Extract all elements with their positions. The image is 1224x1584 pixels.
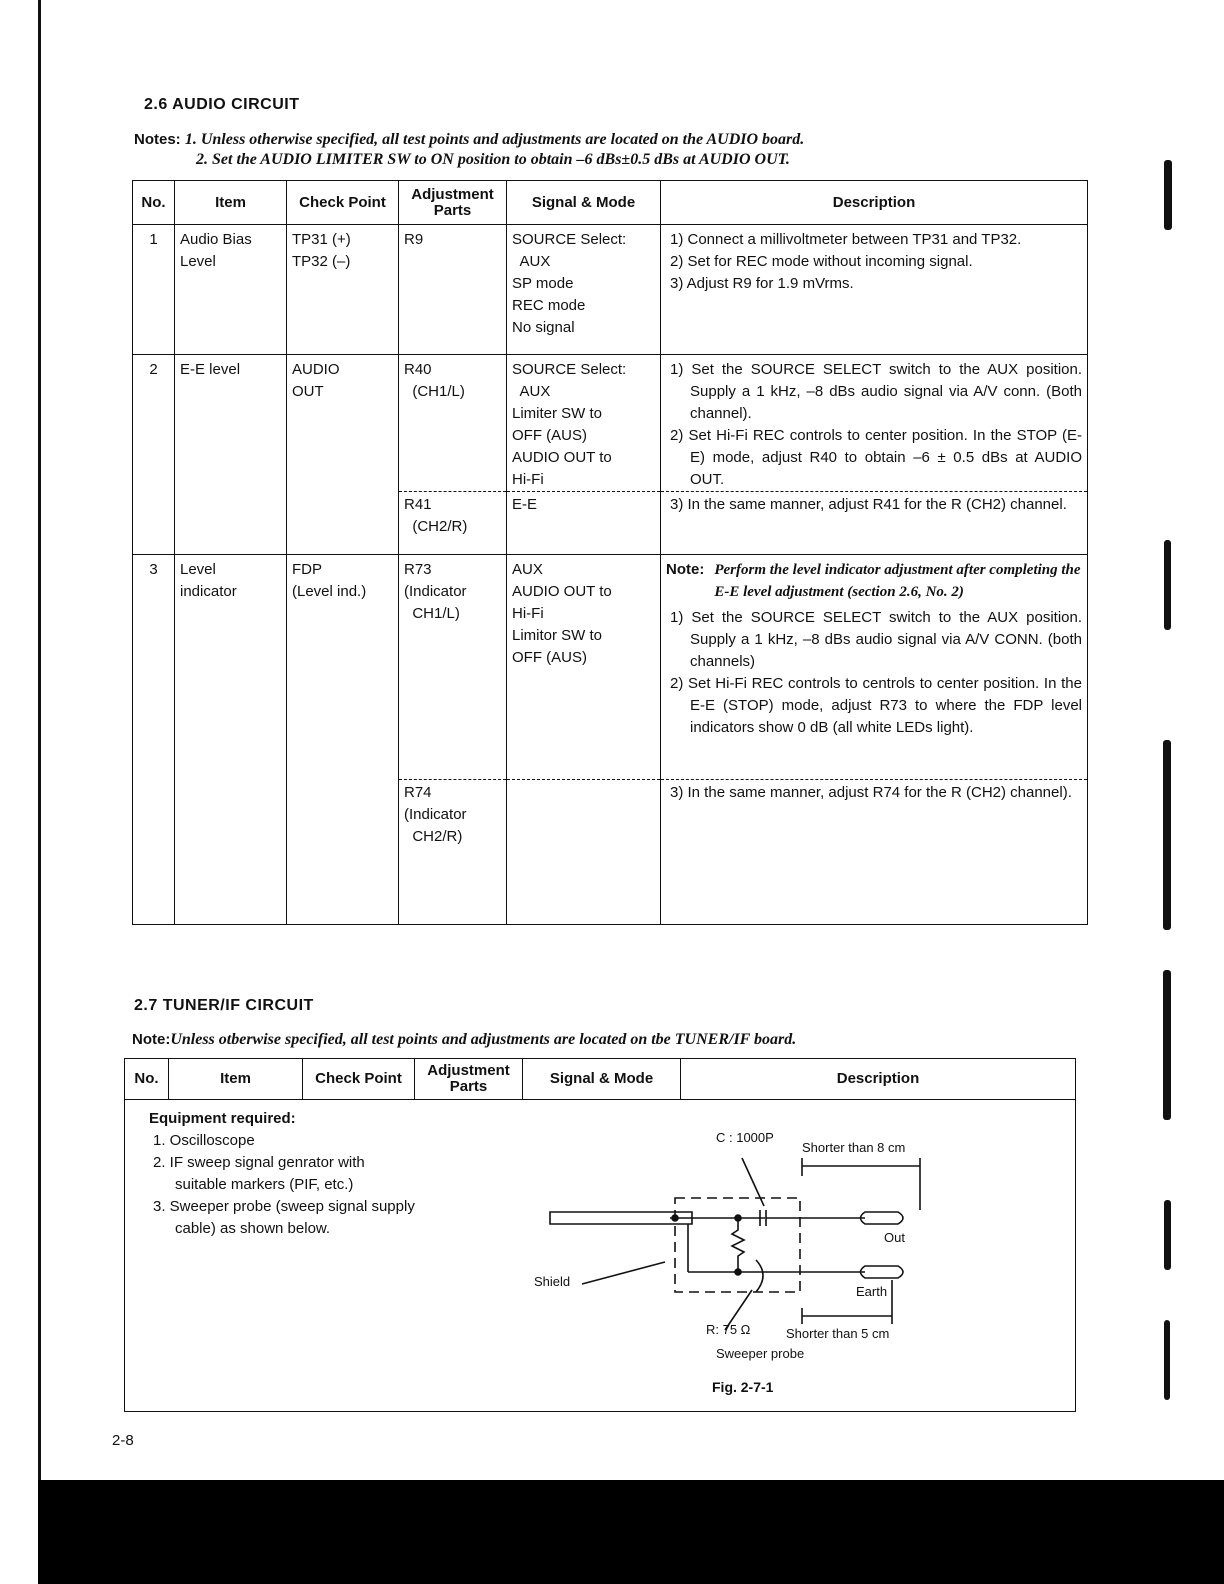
signal-part-2: E-E xyxy=(507,491,660,516)
resistor xyxy=(732,1218,744,1272)
table-row xyxy=(133,555,1088,925)
adj-part-1: R73 (Indicator CH1/L) xyxy=(404,561,467,622)
adj-part-1: R40 (CH1/L) xyxy=(404,361,465,400)
note-text: Unless otberwise specified, all test points and adjustments are located on tbe TUNER/IF board. xyxy=(170,1031,797,1048)
header-description: Description xyxy=(661,181,1088,225)
signal-part-1: AUX AUDIO OUT to Hi-Fi Limitor SW to OFF (AUS) xyxy=(512,561,612,666)
header-adjustment-parts: Adjustment Parts xyxy=(399,181,507,225)
length-top-label: Shorter than 8 cm xyxy=(802,1140,906,1155)
row-description xyxy=(661,555,1088,925)
desc-line: 1) Set the SOURCE SELECT switch to the AUX position. Supply a 1 kHz, –8 dBs audio signal via A/V CONN. (both channels) xyxy=(670,609,1082,670)
shield-pointer xyxy=(582,1262,665,1284)
header-item: Item xyxy=(169,1059,303,1100)
audio-section-title: 2.6 AUDIO CIRCUIT xyxy=(144,96,300,113)
header-adjustment-parts: Adjustment Parts xyxy=(415,1059,523,1100)
scan-bottom-band xyxy=(38,1480,1224,1584)
row-adjustment: R9 xyxy=(399,225,507,355)
shield-label: Shield xyxy=(534,1274,571,1289)
signal-part-2 xyxy=(507,779,660,782)
desc-line: 1) Set the SOURCE SELECT switch to the AUX position. Supply a 1 kHz, –8 dBs audio signal via A/V conn. (Both channel). xyxy=(670,361,1082,422)
row-no: 1 xyxy=(133,225,175,355)
row-check-point: TP31 (+) TP32 (–) xyxy=(287,225,399,355)
equipment-item: 3. Sweeper probe (sweep signal supply xyxy=(153,1198,415,1215)
probe-label: Sweeper probe xyxy=(716,1346,805,1361)
row-check-point: AUDIO OUT xyxy=(287,355,399,555)
desc-line: 1) Connect a millivoltmeter between TP31 and TP32. xyxy=(670,231,1022,248)
row-check-point: FDP (Level ind.) xyxy=(287,555,399,925)
res-arc xyxy=(756,1260,763,1292)
audio-adjustment-table xyxy=(132,180,1088,925)
desc-line: 3) In the same manner, adjust R41 for the R (CH2) channel. xyxy=(670,496,1067,513)
equipment-list xyxy=(149,1108,415,1240)
header-description: Description xyxy=(681,1059,1076,1100)
notes-label: Notes: xyxy=(134,131,181,148)
table-row xyxy=(133,225,1088,355)
note-label: Note: xyxy=(132,1031,171,1048)
note-2: 2. Set the AUDIO LIMITER SW to ON position to obtain –6 dBs±0.5 dBs at AUDIO OUT. xyxy=(196,151,790,168)
desc-line: 2) Set Hi-Fi REC controls to centrols to center position. In the E-E (STOP) mode, adjust R73 to where the FDP level indicators show 0 dB (all white LEDs light). xyxy=(670,675,1082,736)
cap-label: C : 1000P xyxy=(716,1130,774,1145)
page-number: 2-8 xyxy=(112,1432,134,1449)
row-item: Level indicator xyxy=(175,555,287,925)
adj-part-2: R74 (Indicator CH2/R) xyxy=(399,779,506,848)
length-bottom-label: Shorter than 5 cm xyxy=(786,1326,890,1341)
desc-line: 2) Set Hi-Fi REC controls to center position. In the STOP (E-E) mode, adjust R40 to obtain –6 ± 0.5 dBs at AUDIO OUT. xyxy=(670,427,1082,488)
header-check-point: Check Point xyxy=(303,1059,415,1100)
table-row xyxy=(133,355,1088,555)
row-no: 2 xyxy=(133,355,175,555)
equipment-item: suitable markers (PIF, etc.) xyxy=(175,1176,354,1193)
row-description xyxy=(661,355,1088,555)
audio-notes xyxy=(134,130,1134,170)
scan-mark-right-6 xyxy=(1164,1320,1170,1400)
resistor-label: R: 75 Ω xyxy=(706,1322,751,1337)
row-no: 3 xyxy=(133,555,175,925)
scan-mark-right-1 xyxy=(1164,160,1172,230)
note-text: Perform the level indicator adjustment after completing the E-E level adjustment (section 2.6, No. 2) xyxy=(714,562,1081,600)
earth-label: Earth xyxy=(856,1284,888,1299)
scan-edge-left xyxy=(38,0,41,1584)
out-connector xyxy=(861,1212,904,1224)
row-adjustment xyxy=(399,555,507,925)
signal-part-1: SOURCE Select: AUX Limiter SW to OFF (AUS) AUDIO OUT to Hi-Fi xyxy=(512,361,627,488)
scan-mark-right-4 xyxy=(1163,970,1171,1120)
figure-caption: Fig. 2-7-1 xyxy=(712,1379,774,1395)
cap-pointer xyxy=(742,1158,764,1206)
header-signal-mode: Signal & Mode xyxy=(507,181,661,225)
tuner-section-title: 2.7 TUNER/IF CIRCUIT xyxy=(134,997,314,1014)
note-1: 1. Unless otherwise specified, all test points and adjustments are located on the AUDIO board. xyxy=(184,131,805,148)
equipment-item: 1. Oscilloscope xyxy=(153,1132,255,1149)
equipment-item: 2. IF sweep signal genrator with xyxy=(153,1154,365,1171)
tuner-note xyxy=(132,1030,1132,1050)
note-label: Note: xyxy=(666,561,705,578)
scan-mark-right-5 xyxy=(1164,1200,1171,1270)
row-signal: SOURCE Select: AUX SP mode REC mode No signal xyxy=(507,225,661,355)
row-signal xyxy=(507,355,661,555)
header-item: Item xyxy=(175,181,287,225)
row-adjustment xyxy=(399,355,507,555)
header-no: No. xyxy=(133,181,175,225)
adj-part-2: R41 (CH2/R) xyxy=(399,491,506,538)
scan-mark-right-2 xyxy=(1164,540,1171,630)
row-item: Audio Bias Level xyxy=(175,225,287,355)
header-signal-mode: Signal & Mode xyxy=(523,1059,681,1100)
desc-line: 3) Adjust R9 for 1.9 mVrms. xyxy=(670,275,854,292)
header-no: No. xyxy=(125,1059,169,1100)
scan-mark-right-3 xyxy=(1163,740,1171,930)
equipment-title: Equipment required: xyxy=(149,1110,296,1127)
row-item: E-E level xyxy=(175,355,287,555)
row-description xyxy=(661,225,1088,355)
header-check-point: Check Point xyxy=(287,181,399,225)
out-label: Out xyxy=(884,1230,905,1245)
row-signal xyxy=(507,555,661,925)
desc-line: 2) Set for REC mode without incoming signal. xyxy=(670,253,973,270)
equipment-item: cable) as shown below. xyxy=(175,1220,331,1237)
earth-connector xyxy=(861,1266,904,1278)
sweeper-probe-diagram xyxy=(520,1120,940,1410)
desc-line: 3) In the same manner, adjust R74 for the R (CH2) channel). xyxy=(670,784,1072,801)
shield-rect xyxy=(675,1198,800,1292)
